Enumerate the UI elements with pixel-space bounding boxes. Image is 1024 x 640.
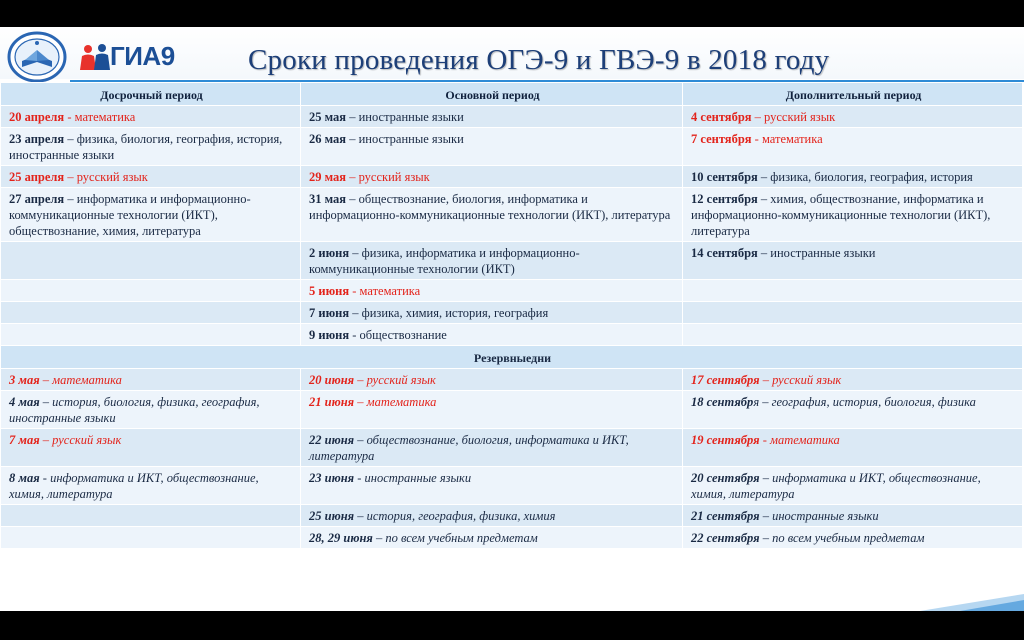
table-cell — [683, 188, 1023, 242]
header-early: Досрочный период — [1, 83, 301, 106]
separator: – — [346, 110, 359, 124]
table-cell — [301, 429, 683, 467]
separator: - — [759, 433, 770, 447]
exam-subjects: русский язык — [764, 110, 836, 124]
table-cell — [683, 106, 1023, 128]
exam-date: 23 июня — [309, 471, 355, 485]
separator: – — [757, 246, 771, 260]
table-cell — [1, 166, 301, 188]
table-cell — [301, 128, 683, 166]
main-row — [1, 280, 1023, 302]
separator: – — [372, 531, 386, 545]
exam-date: 7 сентября — [691, 132, 752, 146]
exam-date: 23 апреля — [9, 132, 65, 146]
schedule-table — [0, 82, 1023, 549]
table-cell — [683, 280, 1023, 302]
exam-subjects: русский язык — [366, 373, 436, 387]
exam-date: 19 сентября — [691, 433, 760, 447]
reserve-header-row — [1, 346, 1023, 369]
table-cell — [301, 527, 683, 549]
separator: – — [759, 471, 773, 485]
reserve-row — [1, 429, 1023, 467]
main-row — [1, 166, 1023, 188]
exam-date: 4 мая — [9, 395, 40, 409]
separator: – — [354, 395, 367, 409]
table-cell — [683, 128, 1023, 166]
exam-subjects: информатика и информационно-коммуникационные технологии (ИКТ), обществознание, химия, литература — [9, 192, 251, 238]
exam-date: 20 апреля — [9, 110, 65, 124]
main-row — [1, 242, 1023, 280]
separator: – — [64, 132, 77, 146]
exam-date: 7 июня — [309, 306, 350, 320]
table-cell — [683, 527, 1023, 549]
exam-date: 27 апреля — [9, 192, 65, 206]
exam-subjects: по всем учебным предметам — [772, 531, 925, 545]
exam-date: 2 июня — [309, 246, 350, 260]
separator: – — [39, 373, 53, 387]
separator: - — [354, 471, 365, 485]
exam-date: 26 мая — [309, 132, 347, 146]
separator: – — [751, 110, 765, 124]
exam-date: 25 апреля — [9, 170, 65, 184]
exam-subjects: информатика и ИКТ, обществознание, химия, литература — [9, 471, 259, 501]
exam-date: 18 сентябр — [691, 395, 754, 409]
table-cell — [683, 324, 1023, 346]
separator: – — [354, 433, 367, 447]
table-cell — [1, 128, 301, 166]
exam-date: 28, 29 июня — [309, 531, 373, 545]
exam-date: 21 сентября — [691, 509, 760, 523]
page-title: Сроки проведения ОГЭ-9 и ГВЭ-9 в 2018 году — [248, 44, 830, 76]
table-cell — [1, 527, 301, 549]
separator: – — [354, 373, 367, 387]
exam-subjects: русский язык — [52, 433, 122, 447]
table-cell — [301, 302, 683, 324]
separator: – — [39, 395, 53, 409]
separator: – — [346, 170, 359, 184]
separator: я – — [753, 395, 772, 409]
letterbox-top — [0, 0, 1024, 27]
table-cell — [301, 280, 683, 302]
exam-date: 22 сентября — [691, 531, 760, 545]
exam-subjects: физика, биология, география, история, иностранные языки — [9, 132, 283, 162]
reserve-period-body — [1, 369, 1023, 549]
exam-subjects: география, история, биология, физика — [771, 395, 976, 409]
exam-date: 17 сентября — [691, 373, 760, 387]
exam-date: 29 мая — [309, 170, 347, 184]
exam-subjects: информатика и ИКТ, обществознание, химия, литература — [691, 471, 981, 501]
exam-date: 25 июня — [309, 509, 355, 523]
table-cell — [301, 467, 683, 505]
exam-subjects: химия, обществознание, информатика и информационно-коммуникационные технологии (ИКТ), литература — [691, 192, 991, 238]
exam-date: 4 сентября — [691, 110, 752, 124]
separator: – — [757, 192, 771, 206]
table-cell — [1, 106, 301, 128]
exam-subjects: математика — [770, 433, 840, 447]
exam-date: 3 мая — [9, 373, 40, 387]
exam-subjects: по всем учебным предметам — [385, 531, 538, 545]
exam-subjects: физика, химия, история, география — [361, 306, 549, 320]
reserve-row — [1, 467, 1023, 505]
exam-subjects: русский язык — [772, 373, 842, 387]
exam-date: 20 июня — [309, 373, 355, 387]
main-period-body — [1, 106, 1023, 346]
exam-date: 25 мая — [309, 110, 347, 124]
table-cell — [683, 391, 1023, 429]
exam-date: 22 июня — [309, 433, 355, 447]
separator: – — [349, 246, 362, 260]
reserve-row — [1, 527, 1023, 549]
exam-subjects: обществознание — [359, 328, 447, 342]
table-cell — [301, 505, 683, 527]
table-cell — [683, 302, 1023, 324]
exam-subjects: история, география, физика, химия — [366, 509, 556, 523]
exam-subjects: иностранные языки — [364, 471, 472, 485]
separator: – — [39, 433, 53, 447]
separator: - — [64, 110, 75, 124]
table-cell — [1, 242, 301, 280]
main-row — [1, 128, 1023, 166]
reserve-row — [1, 391, 1023, 429]
table-cell — [1, 391, 301, 429]
exam-date: 9 июня — [309, 328, 350, 342]
exam-date: 14 сентября — [691, 246, 758, 260]
separator: – — [346, 192, 359, 206]
exam-date: 12 сентября — [691, 192, 758, 206]
table-cell — [683, 242, 1023, 280]
table-cell — [683, 166, 1023, 188]
main-row — [1, 188, 1023, 242]
table-cell — [683, 429, 1023, 467]
reserve-header: Резервныедни — [1, 346, 1023, 369]
table-cell — [301, 242, 683, 280]
separator: – — [349, 306, 362, 320]
gia-logo-text: ГИА9 — [110, 41, 175, 71]
table-cell — [683, 467, 1023, 505]
separator: - — [349, 328, 360, 342]
exam-subjects: русский язык — [358, 170, 430, 184]
separator: – — [759, 531, 773, 545]
table-cell — [301, 106, 683, 128]
table-cell — [683, 505, 1023, 527]
reserve-row — [1, 369, 1023, 391]
table-cell — [301, 391, 683, 429]
separator: – — [346, 132, 359, 146]
exam-subjects: обществознание, биология, информатика и ИКТ, литература — [309, 433, 629, 463]
header-row — [1, 83, 1023, 106]
separator: - — [751, 132, 762, 146]
separator: – — [759, 373, 773, 387]
exam-subjects: иностранные языки — [358, 132, 464, 146]
table-cell — [1, 505, 301, 527]
table-cell — [1, 280, 301, 302]
exam-subjects: математика — [74, 110, 136, 124]
separator: – — [64, 170, 77, 184]
exam-subjects: иностранные языки — [772, 509, 879, 523]
corner-decoration — [920, 592, 1024, 611]
exam-date: 8 мая — [9, 471, 40, 485]
emblem-icon — [4, 31, 70, 83]
exam-subjects: русский язык — [76, 170, 148, 184]
exam-subjects: математика — [359, 284, 421, 298]
exam-subjects: обществознание, биология, информатика и информационно-коммуникационные технологии (ИКТ), литература — [309, 192, 671, 222]
reserve-row — [1, 505, 1023, 527]
header-main: Основной период — [301, 83, 683, 106]
table-cell — [1, 324, 301, 346]
exam-date: 21 июня — [309, 395, 355, 409]
exam-date: 7 мая — [9, 433, 40, 447]
separator: – — [757, 170, 771, 184]
main-row — [1, 302, 1023, 324]
exam-date: 20 сентября — [691, 471, 760, 485]
table-cell — [683, 369, 1023, 391]
separator: – — [354, 509, 367, 523]
table-cell — [301, 369, 683, 391]
main-row — [1, 324, 1023, 346]
exam-date: 31 мая — [309, 192, 347, 206]
table-cell — [1, 302, 301, 324]
exam-subjects: математика — [52, 373, 122, 387]
exam-subjects: физика, информатика и информационно-коммуникационные технологии (ИКТ) — [309, 246, 580, 276]
table-cell — [301, 324, 683, 346]
table-cell — [1, 369, 301, 391]
header-additional: Дополнительный период — [683, 83, 1023, 106]
separator: – — [759, 509, 773, 523]
separator: - — [349, 284, 360, 298]
exam-subjects: иностранные языки — [770, 246, 876, 260]
exam-date: 5 июня — [309, 284, 350, 298]
exam-subjects: история, биология, физика, география, иностранные языки — [9, 395, 260, 425]
separator: - — [39, 471, 51, 485]
separator: – — [64, 192, 77, 206]
exam-subjects: физика, биология, география, история — [770, 170, 973, 184]
letterbox-bottom — [0, 611, 1024, 640]
exam-subjects: математика — [366, 395, 437, 409]
table-cell — [1, 429, 301, 467]
main-row — [1, 106, 1023, 128]
table-cell — [301, 166, 683, 188]
table-cell — [1, 467, 301, 505]
table-cell — [301, 188, 683, 242]
exam-date: 10 сентября — [691, 170, 758, 184]
exam-subjects: математика — [761, 132, 823, 146]
exam-subjects: иностранные языки — [358, 110, 464, 124]
table-cell — [1, 188, 301, 242]
